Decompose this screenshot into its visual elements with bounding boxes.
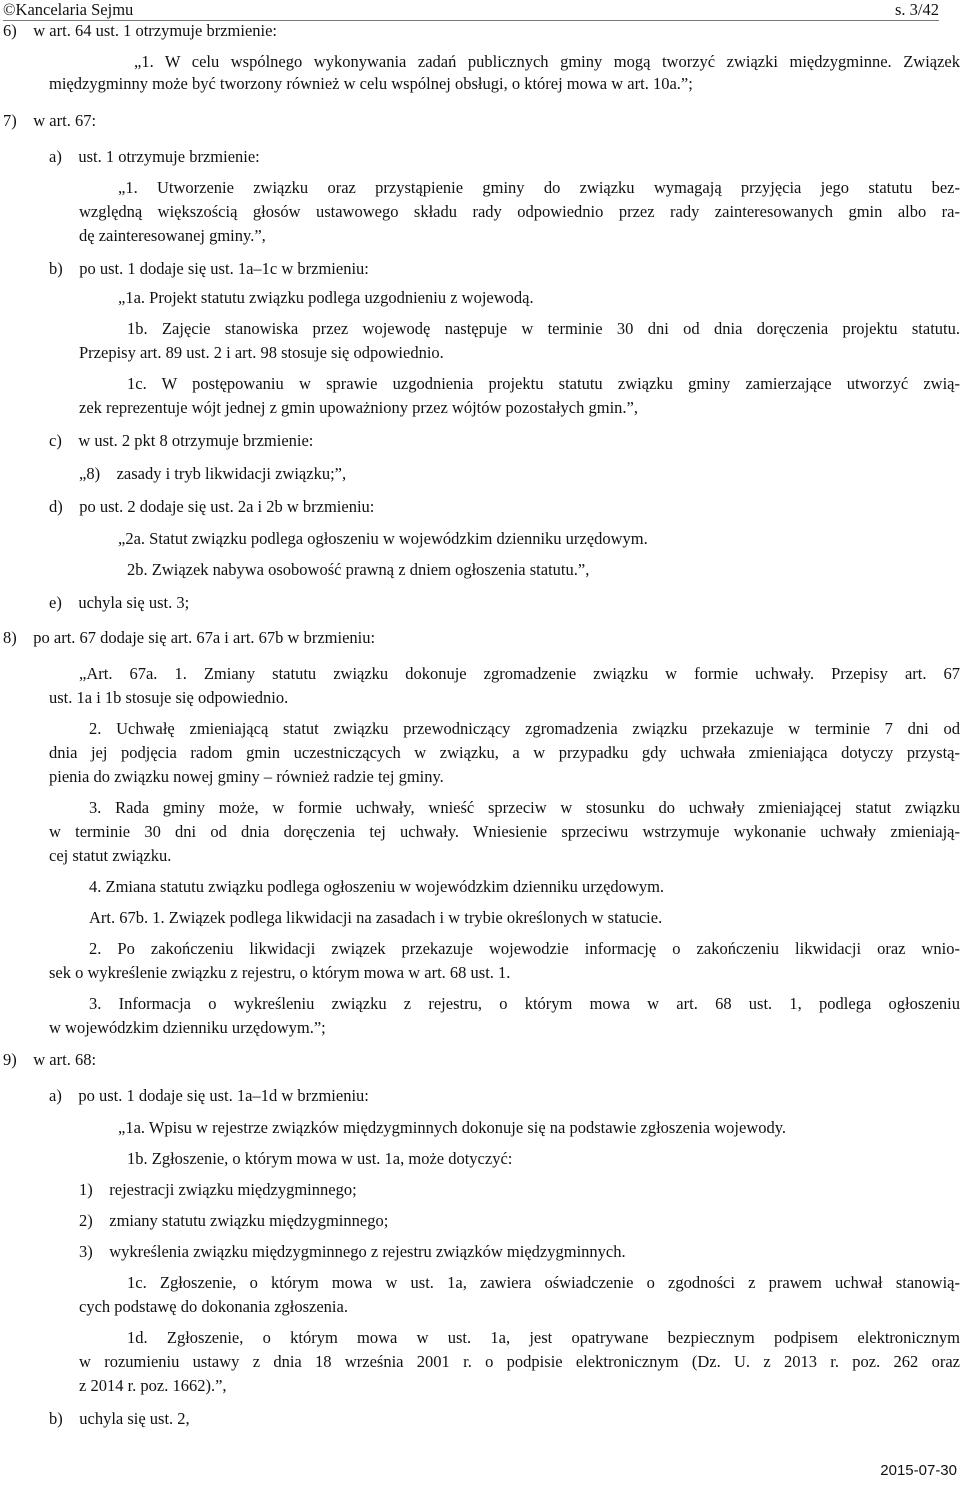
text-line: 1b. Zgłoszenie, o którym mowa w ust. 1a, może dotyczyć: [127, 1149, 513, 1168]
text-line: „2a. Statut związku podlega ogłoszeniu w wojewódzkim dzienniku urzędowym. [118, 529, 648, 548]
text-line: Przepisy art. 89 ust. 2 i art. 98 stosuje się odpowiednio. [79, 343, 444, 362]
subitem-b-heading: b) uchyla się ust. 2, [49, 1409, 190, 1428]
text-line: ust. 1a i 1b stosuje się odpowiednio. [49, 688, 289, 707]
text-line: 2. Uchwałę zmieniającą statut związku przewodniczący zgromadzenia związku przekazuje w terminie 7 dni od [89, 719, 960, 738]
text-line: 4. Zmiana statutu związku podlega ogłoszeniu w wojewódzkim dzienniku urzędowym. [89, 877, 665, 896]
text-line: zek reprezentuje wójt jednej z gmin upoważniony przez wójtów pozostałych gmin.”, [79, 398, 638, 417]
list-item: 3) wykreślenia związku międzygminnego z rejestru związków międzygminnych. [79, 1242, 626, 1261]
text-line: 2b. Związek nabywa osobowość prawną z dniem ogłoszenia statutu.”, [127, 560, 590, 579]
text-line: 2. Po zakończeniu likwidacji związek przekazuje wojewodzie informację o zakończeniu likwidacji oraz wnio- [89, 939, 960, 958]
text-line: cych podstawę do dokonania zgłoszenia. [79, 1297, 348, 1316]
text-line: „1. W celu wspólnego wykonywania zadań publicznych gminy mogą tworzyć związki międzygminne. Związek [134, 52, 960, 71]
text-line: w terminie 30 dni od dnia doręczenia tej uchwały. Wniesienie sprzeciwu wstrzymuje wykonanie uchwały zmieniają- [49, 822, 960, 841]
item-7-heading: 7) w art. 67: [3, 111, 97, 130]
text-line: 1b. Zajęcie stanowiska przez wojewodę następuje w terminie 30 dni od dnia doręczenia projektu statutu. [127, 319, 960, 338]
page-number: s. 3/42 [894, 0, 939, 19]
text-line: w wojewódzkim dzienniku urzędowym.”; [49, 1018, 326, 1037]
list-item: 2) zmiany statutu związku międzygminnego; [79, 1211, 389, 1230]
text-line: 3. Informacja o wykreśleniu związku z rejestru, o którym mowa w art. 68 ust. 1, podlega ogłoszeniu [89, 994, 960, 1013]
text-line: z 2014 r. poz. 1662).”, [79, 1376, 227, 1395]
subitem-d-heading: d) po ust. 2 dodaje się ust. 2a i 2b w brzmieniu: [49, 497, 375, 516]
subitem-b-heading: b) po ust. 1 dodaje się ust. 1a–1c w brzmieniu: [49, 259, 369, 278]
text-line: pienia do związku nowej gminy – również radzie tej gminy. [49, 767, 444, 786]
list-item: 1) rejestracji związku międzygminnego; [79, 1180, 357, 1199]
text-line: Art. 67b. 1. Związek podlega likwidacji na zasadach i w trybie określonych w statucie. [89, 908, 663, 927]
item-8-heading: 8) po art. 67 dodaje się art. 67a i art. 67b w brzmieniu: [3, 628, 376, 647]
text-line: 1c. Zgłoszenie, o którym mowa w ust. 1a, zawiera oświadczenie o zgodności z prawem uchwał stanowią- [127, 1273, 960, 1292]
text-line: „1a. Wpisu w rejestrze związków międzygminnych dokonuje się na podstawie zgłoszenia wojewody. [118, 1118, 787, 1137]
text-line: względną większością głosów ustawowego składu rady odpowiednio przez rady zainteresowanych gmin albo ra- [79, 202, 960, 221]
text-line: „1. Utworzenie związku oraz przystąpienie gminy do związku wymagają przyjęcia jego statutu bez- [118, 178, 960, 197]
text-line: 1d. Zgłoszenie, o którym mowa w ust. 1a, jest opatrywane bezpiecznym podpisem elektronicznym [127, 1328, 960, 1347]
text-line: „1a. Projekt statutu związku podlega uzgodnieniu z wojewodą. [118, 288, 534, 307]
text-line: cej statut związku. [49, 846, 172, 865]
item-6-heading: 6) w art. 64 ust. 1 otrzymuje brzmienie: [3, 21, 278, 40]
header-copyright: ©Kancelaria Sejmu [3, 0, 134, 19]
subitem-a-heading: a) ust. 1 otrzymuje brzmienie: [49, 147, 260, 166]
subitem-a-heading: a) po ust. 1 dodaje się ust. 1a–1d w brzmieniu: [49, 1086, 369, 1105]
text-line: 1c. W postępowaniu w sprawie uzgodnienia projektu statutu związku gminy zamierzające utworzyć zwią- [127, 374, 960, 393]
text-line: międzygminny może być tworzony również w celu wspólnej obsługi, o której mowa w art. 10a.”; [49, 74, 693, 93]
text-line: sek o wykreślenie związku z rejestru, o którym mowa w art. 68 ust. 1. [49, 963, 511, 982]
text-line: w rozumieniu ustawy z dnia 18 września 2001 r. o podpisie elektronicznym (Dz. U. z 2013 r. poz. 262 oraz [79, 1352, 960, 1371]
footer-date: 2015-07-30 [880, 1462, 957, 1479]
text-line: „Art. 67a. 1. Zmiany statutu związku dokonuje zgromadzenie związku w formie uchwały. Przepisy art. 67 [79, 664, 960, 683]
subitem-c-heading: c) w ust. 2 pkt 8 otrzymuje brzmienie: [49, 431, 314, 450]
text-line: dę zainteresowanej gminy.”, [79, 226, 266, 245]
subitem-e-heading: e) uchyla się ust. 3; [49, 593, 190, 612]
text-line: „8) zasady i tryb likwidacji związku;”, [79, 464, 347, 483]
text-line: 3. Rada gminy może, w formie uchwały, wnieść sprzeciw w stosunku do uchwały zmieniającej statut związku [89, 798, 960, 817]
item-9-heading: 9) w art. 68: [3, 1050, 97, 1069]
text-line: dnia jej podjęcia radom gmin uczestniczących w związku, a w przypadku gdy uchwała zmieniająca dotyczy przystą- [49, 743, 960, 762]
